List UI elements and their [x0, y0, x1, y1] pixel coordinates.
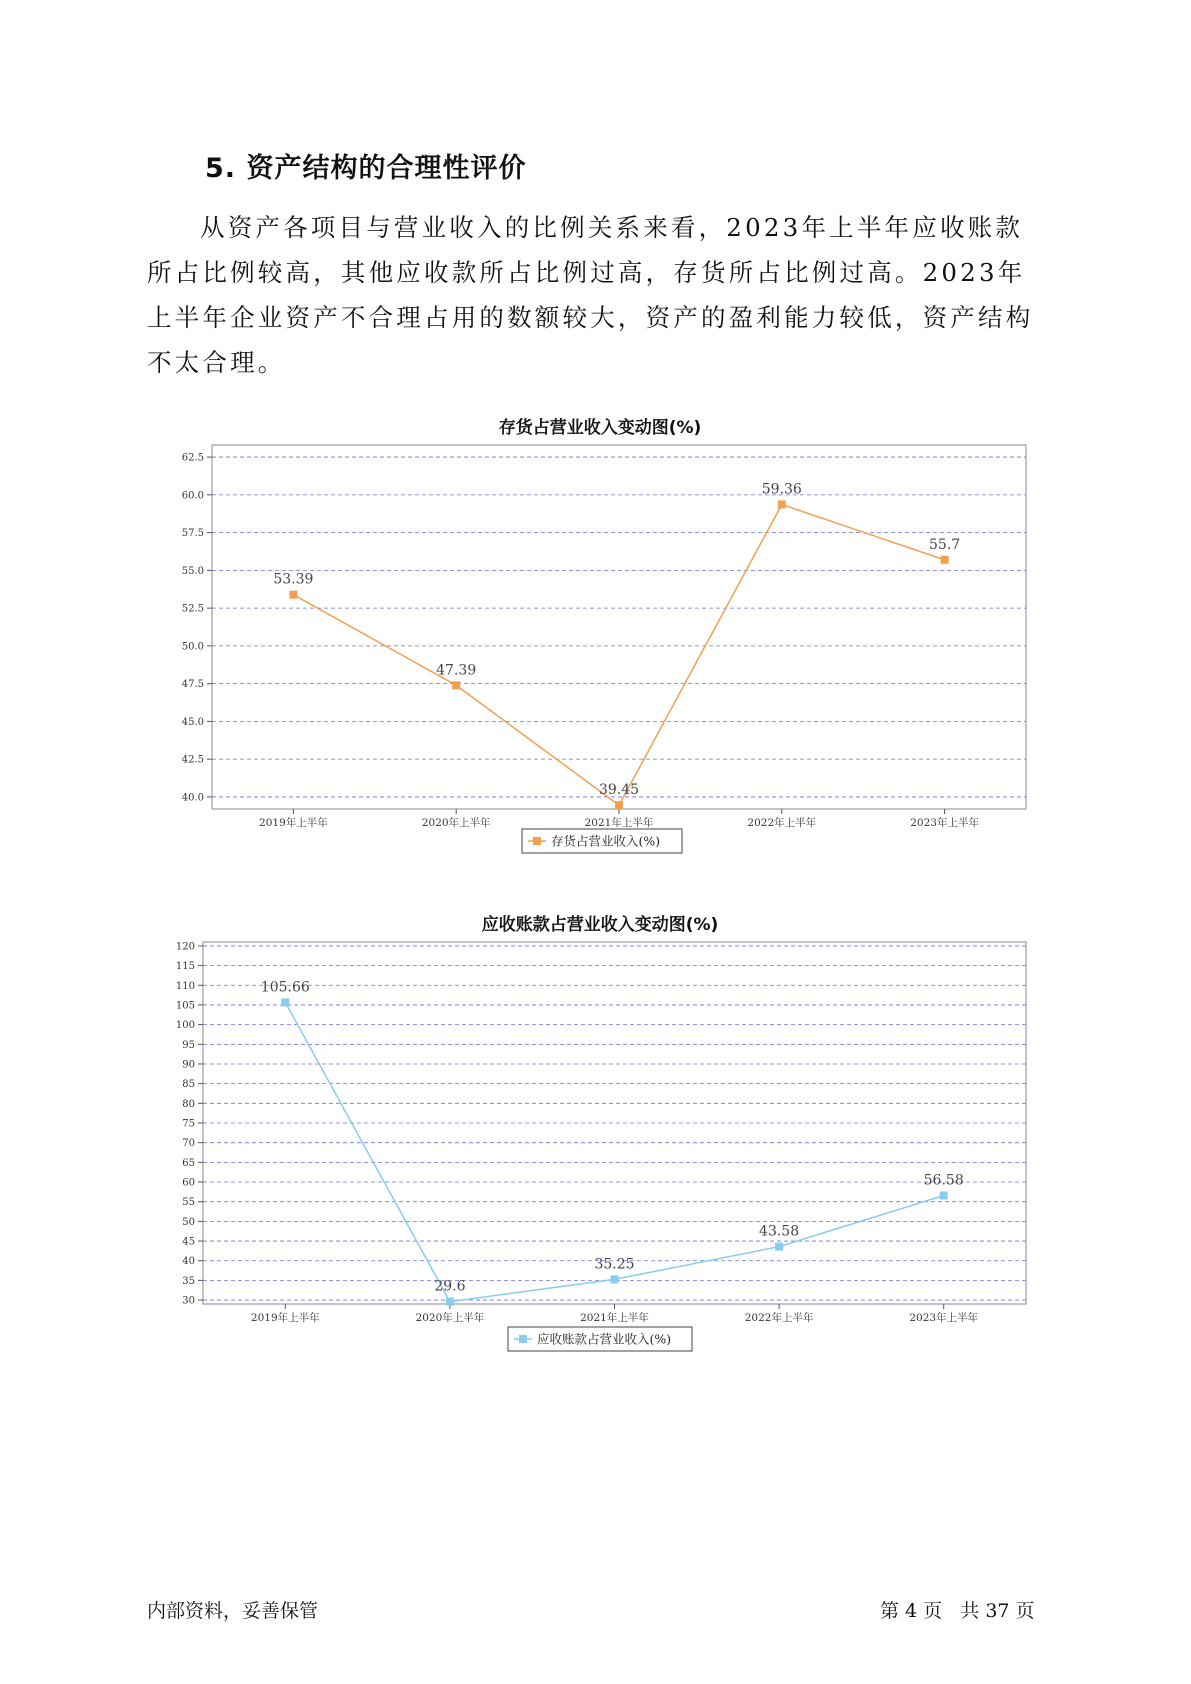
chart1-ytick-label: 42.5	[181, 754, 204, 766]
chart1-xtick-label: 2022年上半年	[747, 817, 817, 829]
receivables-ratio-chart	[0, 920, 1191, 1380]
section-heading: 5. 资产结构的合理性评价	[205, 153, 527, 184]
chart2-data-point	[940, 1191, 948, 1199]
chart2-xtick-label: 2023年上半年	[909, 1312, 979, 1324]
chart2-legend-marker	[519, 1335, 527, 1343]
chart2-data-point	[775, 1243, 783, 1251]
inventory-ratio-chart	[0, 420, 1191, 890]
chart1-xtick-label: 2021年上半年	[584, 817, 654, 829]
chart2-xtick-label: 2020年上半年	[415, 1312, 485, 1324]
chart2-data-label: 43.58	[759, 1223, 800, 1240]
chart2-data-point	[446, 1298, 454, 1306]
section-paragraph: 从资产各项目与营业收入的比例关系来看，2023年上半年应收账款所占比例较高，其他应收款所占比例过高，存货所占比例过高。2023年上半年企业资产不合理占用的数额较大，资产的盈利能力较低，资产结构不太合理。	[147, 213, 1034, 377]
chart2-data-label: 105.66	[260, 979, 310, 996]
chart1-data-label: 55.7	[929, 536, 961, 553]
chart2-data-label: 29.6	[434, 1278, 466, 1295]
footer-page-number: 第 4 页 共 37 页	[880, 1600, 1035, 1622]
chart2-legend-label: 应收账款占营业收入(%)	[537, 1331, 672, 1347]
chart2-ytick-label: 45	[182, 1236, 195, 1248]
chart2-plot-frame	[203, 942, 1026, 1304]
chart1-ytick-label: 52.5	[181, 603, 204, 615]
chart1-ytick-label: 62.5	[181, 452, 204, 464]
chart2-ytick-label: 70	[182, 1138, 195, 1150]
chart2-ytick-label: 115	[175, 961, 195, 973]
chart2-title: 应收账款占营业收入变动图(%)	[481, 915, 719, 935]
chart2-data-label: 56.58	[923, 1172, 964, 1189]
chart1-ytick-label: 45.0	[181, 716, 204, 728]
chart1-data-label: 53.39	[273, 571, 314, 588]
chart2-data-point	[281, 998, 289, 1006]
chart2-data-point	[611, 1275, 619, 1283]
chart1-ytick-label: 47.5	[181, 679, 204, 691]
chart2-ytick-label: 30	[182, 1295, 195, 1307]
chart2-ytick-label: 80	[182, 1098, 195, 1110]
chart1-ytick-label: 57.5	[181, 528, 204, 540]
chart2-ytick-label: 50	[182, 1216, 195, 1228]
chart1-data-point	[615, 801, 623, 809]
chart2-ytick-label: 95	[182, 1039, 195, 1051]
chart2-ytick-label: 100	[175, 1020, 195, 1032]
chart2-xtick-label: 2022年上半年	[744, 1312, 814, 1324]
chart2-ytick-label: 35	[182, 1275, 195, 1287]
chart1-ytick-label: 55.0	[181, 565, 204, 577]
chart2-xtick-label: 2021年上半年	[580, 1312, 649, 1324]
chart1-plot-frame	[212, 445, 1026, 809]
chart2-ytick-label: 110	[175, 980, 195, 992]
chart1-data-point	[778, 501, 786, 509]
chart1-data-label: 59.36	[761, 481, 802, 498]
chart1-data-point	[289, 591, 297, 599]
chart1-ytick-label: 50.0	[181, 641, 204, 653]
chart2-xtick-label: 2019年上半年	[250, 1312, 320, 1324]
chart1-data-label: 47.39	[436, 662, 477, 679]
chart1-ytick-label: 60.0	[181, 490, 204, 502]
chart1-xtick-label: 2023年上半年	[910, 817, 979, 829]
chart1-data-point	[941, 556, 949, 564]
chart2-ytick-label: 85	[182, 1079, 195, 1091]
chart1-title: 存货占营业收入变动图(%)	[498, 418, 702, 438]
chart2-ytick-label: 120	[175, 941, 195, 953]
chart1-legend-label: 存货占营业收入(%)	[551, 833, 661, 849]
chart1-data-point	[452, 681, 460, 689]
chart1-data-label: 39.45	[598, 782, 640, 799]
chart1-ytick-label: 40.0	[181, 792, 204, 804]
chart2-ytick-label: 105	[175, 1000, 195, 1012]
chart1-legend-marker	[533, 837, 541, 845]
chart2-ytick-label: 60	[182, 1177, 195, 1189]
chart2-ytick-label: 75	[182, 1118, 195, 1130]
chart2-ytick-label: 40	[182, 1256, 195, 1268]
chart2-ytick-label: 55	[182, 1197, 195, 1209]
chart2-data-label: 35.25	[594, 1256, 635, 1273]
chart2-ytick-label: 90	[182, 1059, 195, 1071]
chart1-xtick-label: 2019年上半年	[259, 817, 328, 829]
footer-confidential: 内部资料，妥善保管	[147, 1600, 319, 1622]
chart2-ytick-label: 65	[182, 1157, 195, 1169]
chart1-xtick-label: 2020年上半年	[421, 817, 491, 829]
